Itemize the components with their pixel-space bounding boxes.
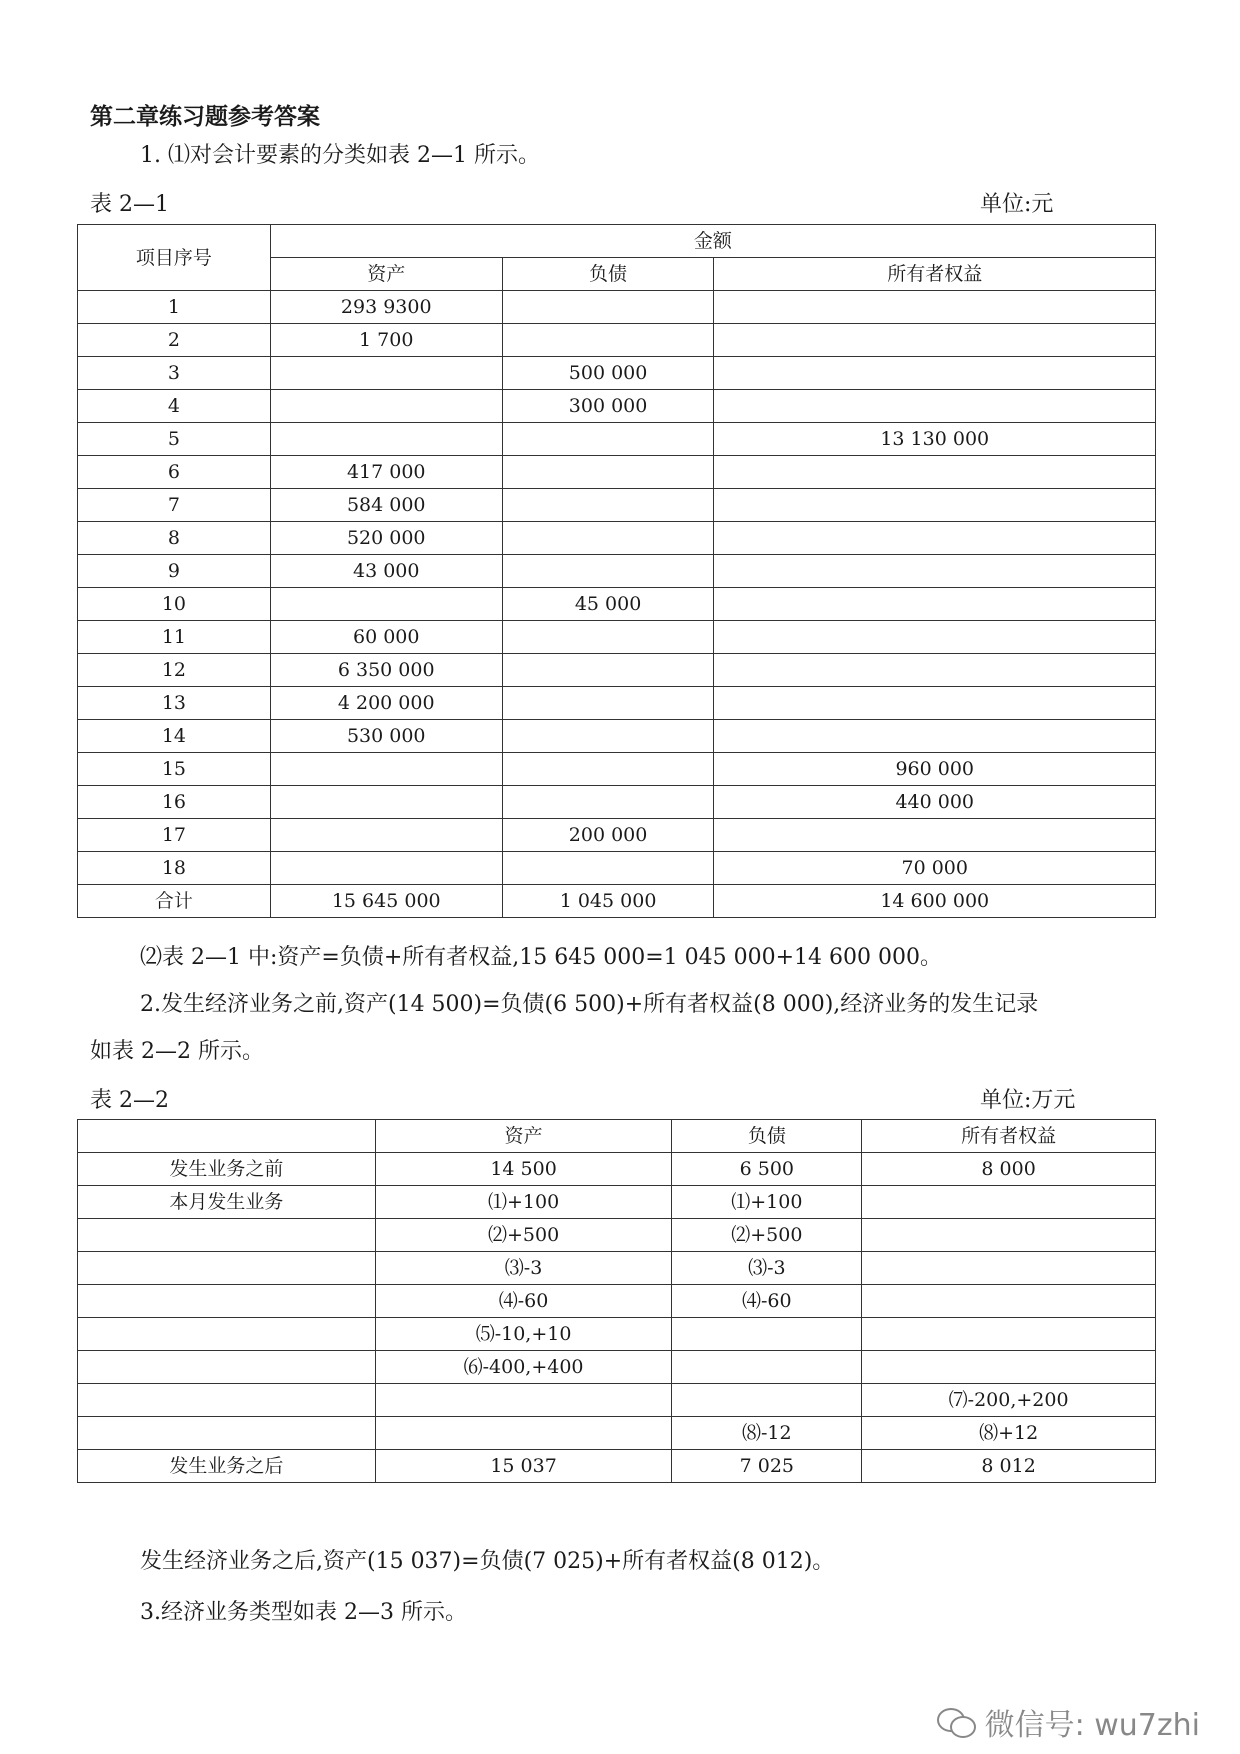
table-row <box>78 291 1156 324</box>
table-cell: ⑻-12 <box>672 1417 862 1450</box>
table-cell: 2 <box>78 324 271 357</box>
header-blank <box>78 1120 376 1153</box>
table-cell <box>672 1318 862 1351</box>
watermark <box>937 1700 1200 1744</box>
table-cell: ⑹-400,+400 <box>375 1351 672 1384</box>
table-cell: 530 000 <box>270 720 502 753</box>
table-row <box>78 555 1156 588</box>
table-cell: 8 <box>78 522 271 555</box>
table-cell: ⑵+500 <box>672 1219 862 1252</box>
table-row <box>78 588 1156 621</box>
table-cell: 12 <box>78 654 271 687</box>
table-cell <box>78 1318 376 1351</box>
table-cell: 发生业务之前 <box>78 1153 376 1186</box>
table-cell <box>375 1384 672 1417</box>
table-cell <box>672 1351 862 1384</box>
table-row <box>78 1318 1156 1351</box>
table-cell <box>78 1252 376 1285</box>
table-row <box>78 1417 1156 1450</box>
table-cell: 60 000 <box>270 621 502 654</box>
table-cell <box>502 423 714 456</box>
table-row <box>78 423 1156 456</box>
table-cell: 7 <box>78 489 271 522</box>
table-cell <box>502 720 714 753</box>
header-asset: 资产 <box>375 1120 672 1153</box>
table-cell: 293 9300 <box>270 291 502 324</box>
table-cell: 1 045 000 <box>502 885 714 918</box>
table-row <box>78 1252 1156 1285</box>
table-cell: ⑺-200,+200 <box>862 1384 1156 1417</box>
table-cell: ⑷-60 <box>375 1285 672 1318</box>
table-cell: 440 000 <box>714 786 1156 819</box>
table-cell <box>78 1285 376 1318</box>
table-cell <box>502 654 714 687</box>
table-row <box>78 1153 1156 1186</box>
table-row <box>78 324 1156 357</box>
paragraph-4: 发生经济业务之后,资产(15 037)=负债(7 025)+所有者权益(8 012)。 <box>140 1549 835 1574</box>
table-cell: 417 000 <box>270 456 502 489</box>
table-cell: 13 130 000 <box>714 423 1156 456</box>
table-cell <box>714 654 1156 687</box>
table2-unit: 单位:万元 <box>980 1088 1076 1113</box>
table-cell <box>672 1384 862 1417</box>
table-row <box>78 753 1156 786</box>
paragraph-2: ⑵表 2—1 中:资产=负债+所有者权益,15 645 000=1 045 000+14 600 000。 <box>140 945 943 970</box>
table-cell <box>502 753 714 786</box>
table-cell: 9 <box>78 555 271 588</box>
paragraph-1: 1. ⑴对会计要素的分类如表 2—1 所示。 <box>140 143 540 168</box>
table-cell <box>502 291 714 324</box>
table-cell <box>862 1252 1156 1285</box>
table-cell <box>714 588 1156 621</box>
wechat-icon <box>937 1706 977 1738</box>
table-cell <box>862 1219 1156 1252</box>
table-cell: 43 000 <box>270 555 502 588</box>
table-cell: ⑻+12 <box>862 1417 1156 1450</box>
header-item-no: 项目序号 <box>78 225 271 291</box>
table-row <box>78 720 1156 753</box>
table-cell: 3 <box>78 357 271 390</box>
table-cell: 584 000 <box>270 489 502 522</box>
table-cell <box>714 291 1156 324</box>
table-cell: 本月发生业务 <box>78 1186 376 1219</box>
table-cell: 6 350 000 <box>270 654 502 687</box>
table-cell <box>502 489 714 522</box>
table-cell <box>714 621 1156 654</box>
table-row <box>78 489 1156 522</box>
table-cell: 15 <box>78 753 271 786</box>
table-cell: 300 000 <box>502 390 714 423</box>
table-cell: 8 012 <box>862 1450 1156 1483</box>
table-cell <box>714 819 1156 852</box>
header-equity: 所有者权益 <box>862 1120 1156 1153</box>
table-cell: 18 <box>78 852 271 885</box>
table-cell <box>714 489 1156 522</box>
table-cell: 13 <box>78 687 271 720</box>
table-cell: 520 000 <box>270 522 502 555</box>
table-cell: 6 500 <box>672 1153 862 1186</box>
table-cell: ⑷-60 <box>672 1285 862 1318</box>
table-cell <box>502 687 714 720</box>
table-cell <box>502 522 714 555</box>
paragraph-3b: 如表 2—2 所示。 <box>90 1039 264 1064</box>
table-row <box>78 687 1156 720</box>
table-cell <box>502 456 714 489</box>
table-row <box>78 1285 1156 1318</box>
table-cell: 8 000 <box>862 1153 1156 1186</box>
table-cell: 500 000 <box>502 357 714 390</box>
table-cell <box>862 1351 1156 1384</box>
table-cell: 14 <box>78 720 271 753</box>
table-cell <box>375 1417 672 1450</box>
table-cell: 4 200 000 <box>270 687 502 720</box>
table-cell: 1 <box>78 291 271 324</box>
table-cell: ⑶-3 <box>375 1252 672 1285</box>
table-row <box>78 522 1156 555</box>
table-cell: 17 <box>78 819 271 852</box>
table-cell: 5 <box>78 423 271 456</box>
table-cell <box>714 357 1156 390</box>
table-cell: 1 700 <box>270 324 502 357</box>
table-row <box>78 786 1156 819</box>
table-cell <box>270 753 502 786</box>
table-cell <box>502 555 714 588</box>
table-cell: 15 645 000 <box>270 885 502 918</box>
table-cell <box>862 1318 1156 1351</box>
table-row <box>78 654 1156 687</box>
table-cell <box>78 1219 376 1252</box>
table1-unit: 单位:元 <box>980 192 1054 217</box>
table-cell <box>714 522 1156 555</box>
table-cell: 45 000 <box>502 588 714 621</box>
table-cell: 合计 <box>78 885 271 918</box>
table-cell <box>270 423 502 456</box>
table-cell <box>714 555 1156 588</box>
table1-body <box>78 291 1156 918</box>
table-cell <box>862 1285 1156 1318</box>
table-cell: 6 <box>78 456 271 489</box>
table-cell <box>502 621 714 654</box>
table-cell <box>270 357 502 390</box>
table-row <box>78 1384 1156 1417</box>
page-title: 第二章练习题参考答案 <box>90 104 320 130</box>
table-cell: 4 <box>78 390 271 423</box>
header-asset: 资产 <box>270 258 502 291</box>
table-cell: ⑴+100 <box>375 1186 672 1219</box>
table-cell <box>714 456 1156 489</box>
table-row <box>78 456 1156 489</box>
table-row <box>78 852 1156 885</box>
table-row <box>78 885 1156 918</box>
table-cell: 960 000 <box>714 753 1156 786</box>
table-row <box>78 621 1156 654</box>
table-cell: 16 <box>78 786 271 819</box>
watermark-text: 微信号: wu7zhi <box>984 1708 1200 1743</box>
table-cell: ⑴+100 <box>672 1186 862 1219</box>
table-cell <box>270 819 502 852</box>
table-cell: 11 <box>78 621 271 654</box>
table-row <box>78 1186 1156 1219</box>
table-cell <box>78 1351 376 1384</box>
table-row <box>78 390 1156 423</box>
header-liability: 负债 <box>502 258 714 291</box>
table1-caption: 表 2—1 <box>90 192 169 217</box>
header-amount: 金额 <box>270 225 1155 258</box>
header-equity: 所有者权益 <box>714 258 1156 291</box>
table-cell: ⑵+500 <box>375 1219 672 1252</box>
table2-caption: 表 2—2 <box>90 1088 169 1113</box>
table-cell <box>502 852 714 885</box>
table-2-1 <box>77 224 1156 918</box>
table-cell: ⑸-10,+10 <box>375 1318 672 1351</box>
table-cell <box>78 1384 376 1417</box>
table-cell: 发生业务之后 <box>78 1450 376 1483</box>
table-cell <box>714 720 1156 753</box>
table-cell: 14 600 000 <box>714 885 1156 918</box>
table-cell: ⑶-3 <box>672 1252 862 1285</box>
table2-body <box>78 1153 1156 1483</box>
table-cell <box>502 324 714 357</box>
table-row <box>78 1219 1156 1252</box>
table-row <box>78 1450 1156 1483</box>
table-row <box>78 357 1156 390</box>
table-cell: 7 025 <box>672 1450 862 1483</box>
table-cell <box>270 852 502 885</box>
table-cell <box>270 390 502 423</box>
table-cell <box>78 1417 376 1450</box>
table-cell <box>714 324 1156 357</box>
paragraph-5: 3.经济业务类型如表 2—3 所示。 <box>140 1600 467 1625</box>
table-cell <box>862 1186 1156 1219</box>
table-cell <box>270 588 502 621</box>
table-cell <box>714 390 1156 423</box>
table-cell <box>714 687 1156 720</box>
header-liability: 负债 <box>672 1120 862 1153</box>
table-cell: 200 000 <box>502 819 714 852</box>
table-cell: 70 000 <box>714 852 1156 885</box>
table-row <box>78 1351 1156 1384</box>
table-2-2 <box>77 1119 1156 1483</box>
table-cell: 15 037 <box>375 1450 672 1483</box>
table-cell <box>270 786 502 819</box>
table-cell: 10 <box>78 588 271 621</box>
table-cell: 14 500 <box>375 1153 672 1186</box>
table-row <box>78 819 1156 852</box>
paragraph-3a: 2.发生经济业务之前,资产(14 500)=负债(6 500)+所有者权益(8 000),经济业务的发生记录 <box>140 992 1039 1017</box>
table-cell <box>502 786 714 819</box>
